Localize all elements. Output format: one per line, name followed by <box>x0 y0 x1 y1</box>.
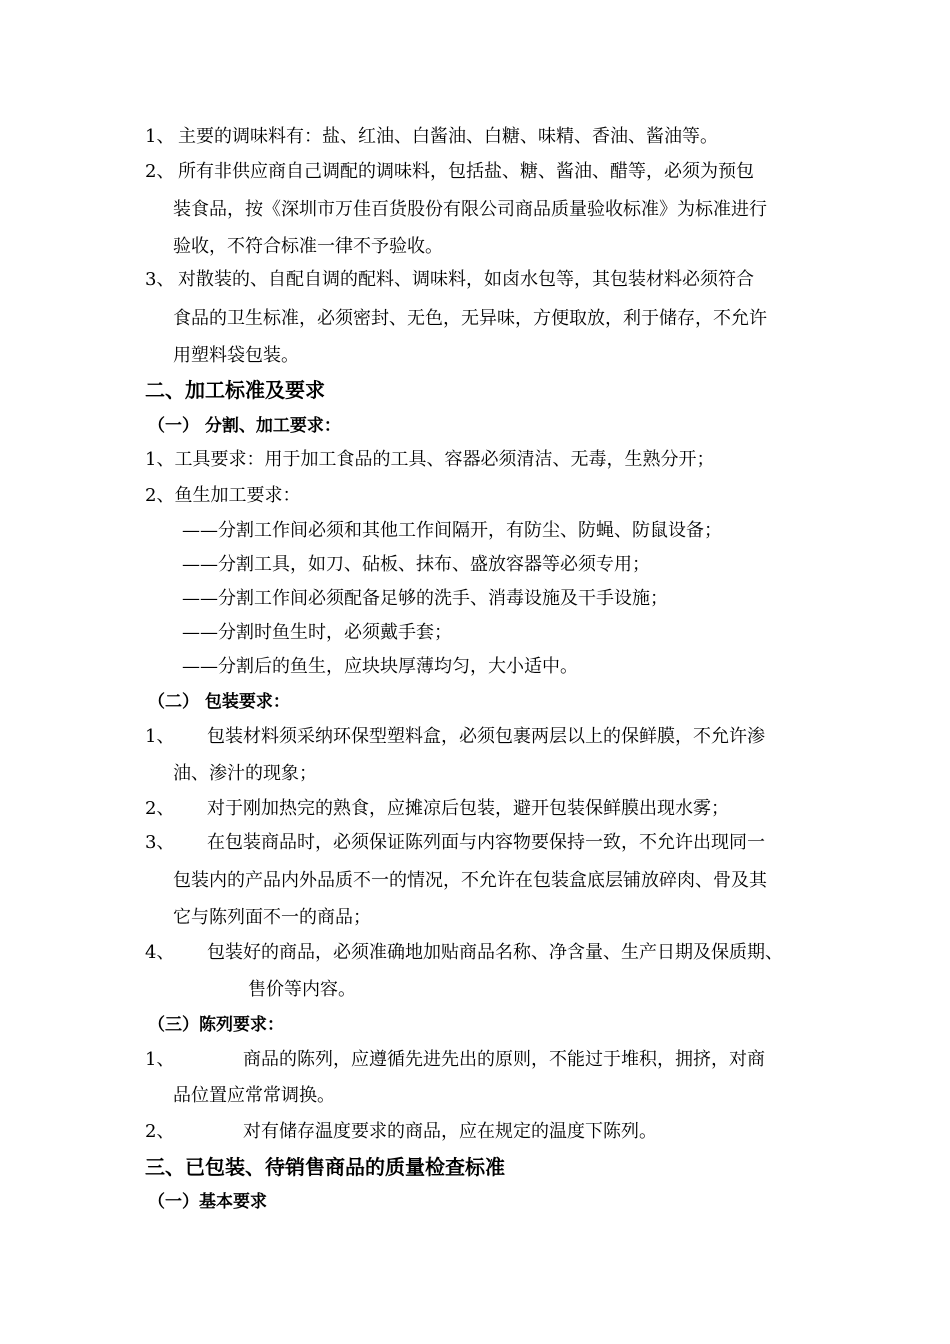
item-number: 4、 <box>145 942 175 963</box>
item-continuation: 食品的卫生标准，必须密封、无色，无异味，方便取放，利于储存，不允许 <box>173 308 767 329</box>
subsection-heading: （三）陈列要求： <box>148 1015 284 1035</box>
item-text: 对有储存温度要求的商品，应在规定的温度下陈列。 <box>243 1121 657 1142</box>
item-number: 3、 <box>145 832 175 853</box>
item-continuation: 它与陈列面不一的商品； <box>173 907 371 928</box>
list-item <box>145 941 783 965</box>
item-continuation: 用塑料袋包装。 <box>173 345 299 366</box>
list-item <box>145 268 754 292</box>
item-number: 1、 <box>145 126 175 147</box>
item-number: 1、 <box>145 1049 175 1070</box>
list-item <box>145 125 718 149</box>
dash-item: ——分割后的鱼生，应块块厚薄均匀，大小适中。 <box>182 656 578 677</box>
item-continuation: 装食品，按《深圳市万佳百货股份有限公司商品质量验收标准》为标准进行 <box>173 199 767 220</box>
item-text: 商品的陈列，应遵循先进先出的原则，不能过于堆积，拥挤，对商 <box>243 1049 765 1070</box>
item-text: 对于刚加热完的熟食，应摊凉后包装，避开包装保鲜膜出现水雾； <box>207 798 729 819</box>
item-text: 所有非供应商自己调配的调味料，包括盐、糖、酱油、醋等，必须为预包 <box>178 161 754 182</box>
list-item <box>145 831 765 855</box>
item-number: 1、 <box>145 726 175 747</box>
subsection-heading: （一） 分割、加工要求： <box>148 416 341 436</box>
item-text: 在包装商品时，必须保证陈列面与内容物要保持一致，不允许出现同一 <box>207 832 765 853</box>
item-continuation: 品位置应常常调换。 <box>173 1085 335 1106</box>
item-text: 包装材料须采纳环保型塑料盒，必须包裹两层以上的保鲜膜，不允许渗 <box>207 726 765 747</box>
list-item <box>145 160 754 184</box>
item-number: 2、 <box>145 798 175 819</box>
item-number: 2、 <box>145 161 175 182</box>
subsection-heading: （一）基本要求 <box>148 1192 267 1212</box>
item-text: 主要的调味料有：盐、红油、白酱油、白糖、味精、香油、酱油等。 <box>178 126 718 147</box>
list-item <box>145 725 765 749</box>
dash-item: ——分割工作间必须和其他工作间隔开，有防尘、防蝇、防鼠设备； <box>182 520 722 541</box>
subsection-heading: （二） 包装要求： <box>148 692 290 712</box>
dash-item: ——分割时鱼生时，必须戴手套； <box>182 622 452 643</box>
dash-item: ——分割工具，如刀、砧板、抹布、盛放容器等必须专用； <box>182 554 650 575</box>
list-item <box>145 1048 765 1072</box>
item-continuation: 油、渗汁的现象； <box>173 763 317 784</box>
section-heading: 三、已包装、待销售商品的质量检查标准 <box>145 1155 505 1179</box>
item-continuation: 售价等内容。 <box>248 979 356 1000</box>
dash-item: ——分割工作间必须配备足够的洗手、消毒设施及干手设施； <box>182 588 668 609</box>
list-item: 1、工具要求：用于加工食品的工具、容器必须清洁、无毒，生熟分开； <box>145 449 715 470</box>
item-number: 2、 <box>145 1121 175 1142</box>
item-continuation: 验收，不符合标准一律不予验收。 <box>173 236 443 257</box>
item-text: 包装好的商品，必须准确地加贴商品名称、净含量、生产日期及保质期、 <box>207 942 783 963</box>
item-number: 3、 <box>145 269 175 290</box>
item-text: 对散装的、自配自调的配料、调味料，如卤水包等，其包装材料必须符合 <box>178 269 754 290</box>
list-item <box>145 1120 657 1144</box>
section-heading: 二、加工标准及要求 <box>145 378 325 402</box>
item-continuation: 包装内的产品内外品质不一的情况，不允许在包装盒底层铺放碎肉、骨及其 <box>173 870 767 891</box>
list-item <box>145 797 729 821</box>
list-item: 2、鱼生加工要求： <box>145 485 301 506</box>
